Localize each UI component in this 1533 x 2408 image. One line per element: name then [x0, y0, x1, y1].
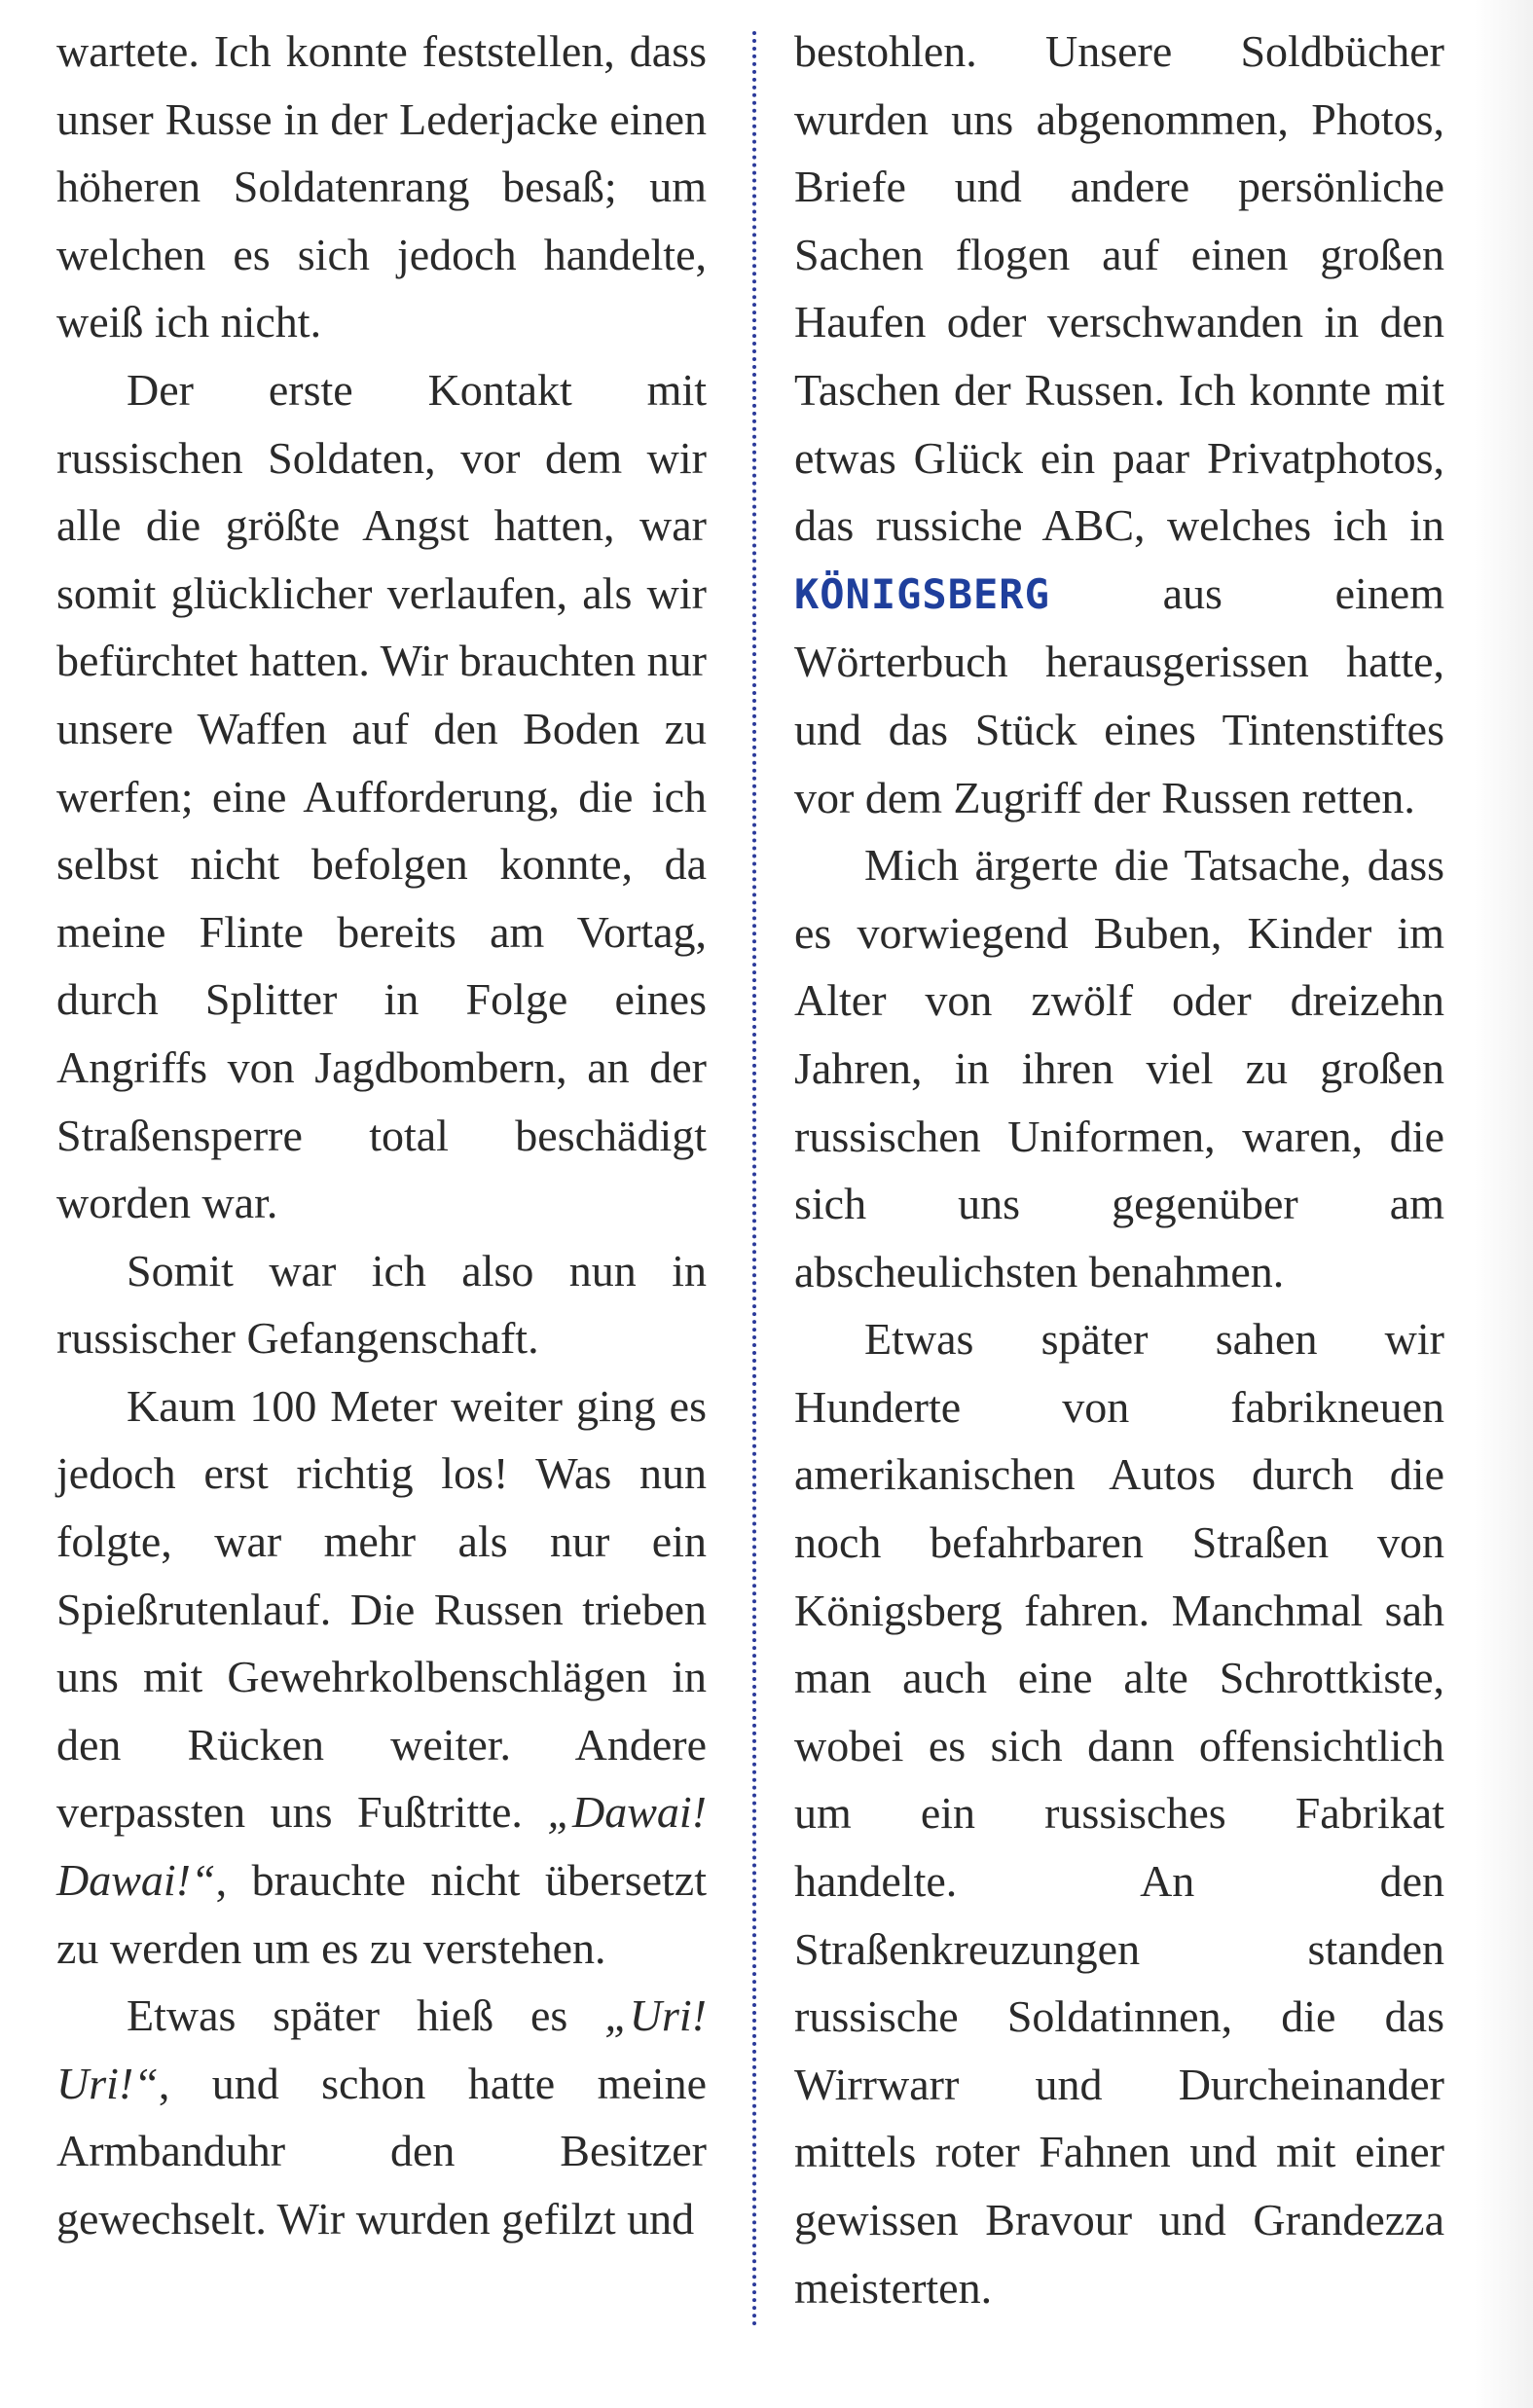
paragraph-text: , brauchte nicht übersetzt zu werden um es zu verstehen.: [56, 1855, 707, 1973]
highlighted-place-name: KÖNIGSBERG: [794, 569, 1050, 618]
right-paragraph-1: [794, 18, 1444, 831]
page-edge-shadow: [1475, 0, 1533, 2408]
paragraph-text: Etwas später hieß es: [127, 1990, 605, 2041]
right-paragraph-3: Etwas später sahen wir Hunderte von fabrikneuen amerikanischen Autos durch die noch befahrbaren Straßen von Königsberg fahren. Manchmal sah man auch eine alte Schrottkiste, wobei es sich dann offensichtlich um ein russisches Fabrikat handelte. An den Straßenkreuzungen standen russische Soldatinnen, die das Wirrwarr und Durcheinander mittels roter Fahnen und mit einer gewissen Bravour und Grandezza meisterten.: [794, 1314, 1444, 2313]
quote-dawai: „Dawai! Dawai!“: [56, 1787, 707, 1906]
left-paragraph-1: wartete. Ich konnte feststellen, dass unser Russe in der Lederjacke einen höheren Soldatenrang besaß; um welchen es sich jedoch handelte, weiß ich nicht.: [56, 26, 707, 347]
left-column: [56, 18, 707, 2253]
paragraph-text: , und schon hatte meine Armbanduhr den Besitzer gewechselt. Wir wurden gefilzt und: [56, 2058, 707, 2244]
right-column: [794, 18, 1444, 2321]
paragraph-text: Kaum 100 Meter weiter ging es jedoch erst richtig los! Was nun folgte, war mehr als nur ein Spießrutenlauf. Die Russen trieben uns mit Gewehrkolbenschlägen in den Rücken weiter. Andere verpassten uns Fußtritte.: [56, 1380, 707, 1838]
right-paragraph-2: Mich ärgerte die Tatsache, dass es vorwiegend Buben, Kinder im Alter von zwölf oder dreizehn Jahren, in ihren viel zu großen russischen Uniformen, waren, die sich uns gegenüber am abscheulichsten benahmen.: [794, 840, 1444, 1296]
paragraph-text: aus einem Wörterbuch herausgerissen hatte, und das Stück eines Tintenstiftes vor dem Zugriff der Russen retten.: [794, 567, 1444, 822]
paragraph-text: bestohlen. Unsere Soldbücher wurden uns abgenommen, Photos, Briefe und andere persönliche Sachen flogen auf einen großen Haufen oder verschwanden in den Taschen der Russen. Ich konnte mit etwas Glück ein paar Privatphotos, das russiche ABC, welches ich in: [794, 26, 1444, 551]
left-paragraph-2: Der erste Kontakt mit russischen Soldaten, vor dem wir alle die größte Angst hatten, war somit glücklicher verlaufen, als wir befürchtet hatten. Wir brauchten nur unsere Waffen auf den Boden zu werfen; eine Aufforderung, die ich selbst nicht befolgen konnte, da meine Flinte bereits am Vortag, durch Splitter in Folge eines Angriffs von Jagdbombern, an der Straßensperre total beschädigt worden war.: [56, 364, 707, 1228]
left-paragraph-3: Somit war ich also nun in russischer Gefangenschaft.: [56, 1245, 707, 1364]
column-divider: [752, 31, 756, 2328]
left-paragraph-4: [56, 1372, 707, 1982]
quote-uri: „Uri! Uri!“: [56, 1990, 707, 2108]
left-paragraph-5: [56, 1982, 707, 2252]
